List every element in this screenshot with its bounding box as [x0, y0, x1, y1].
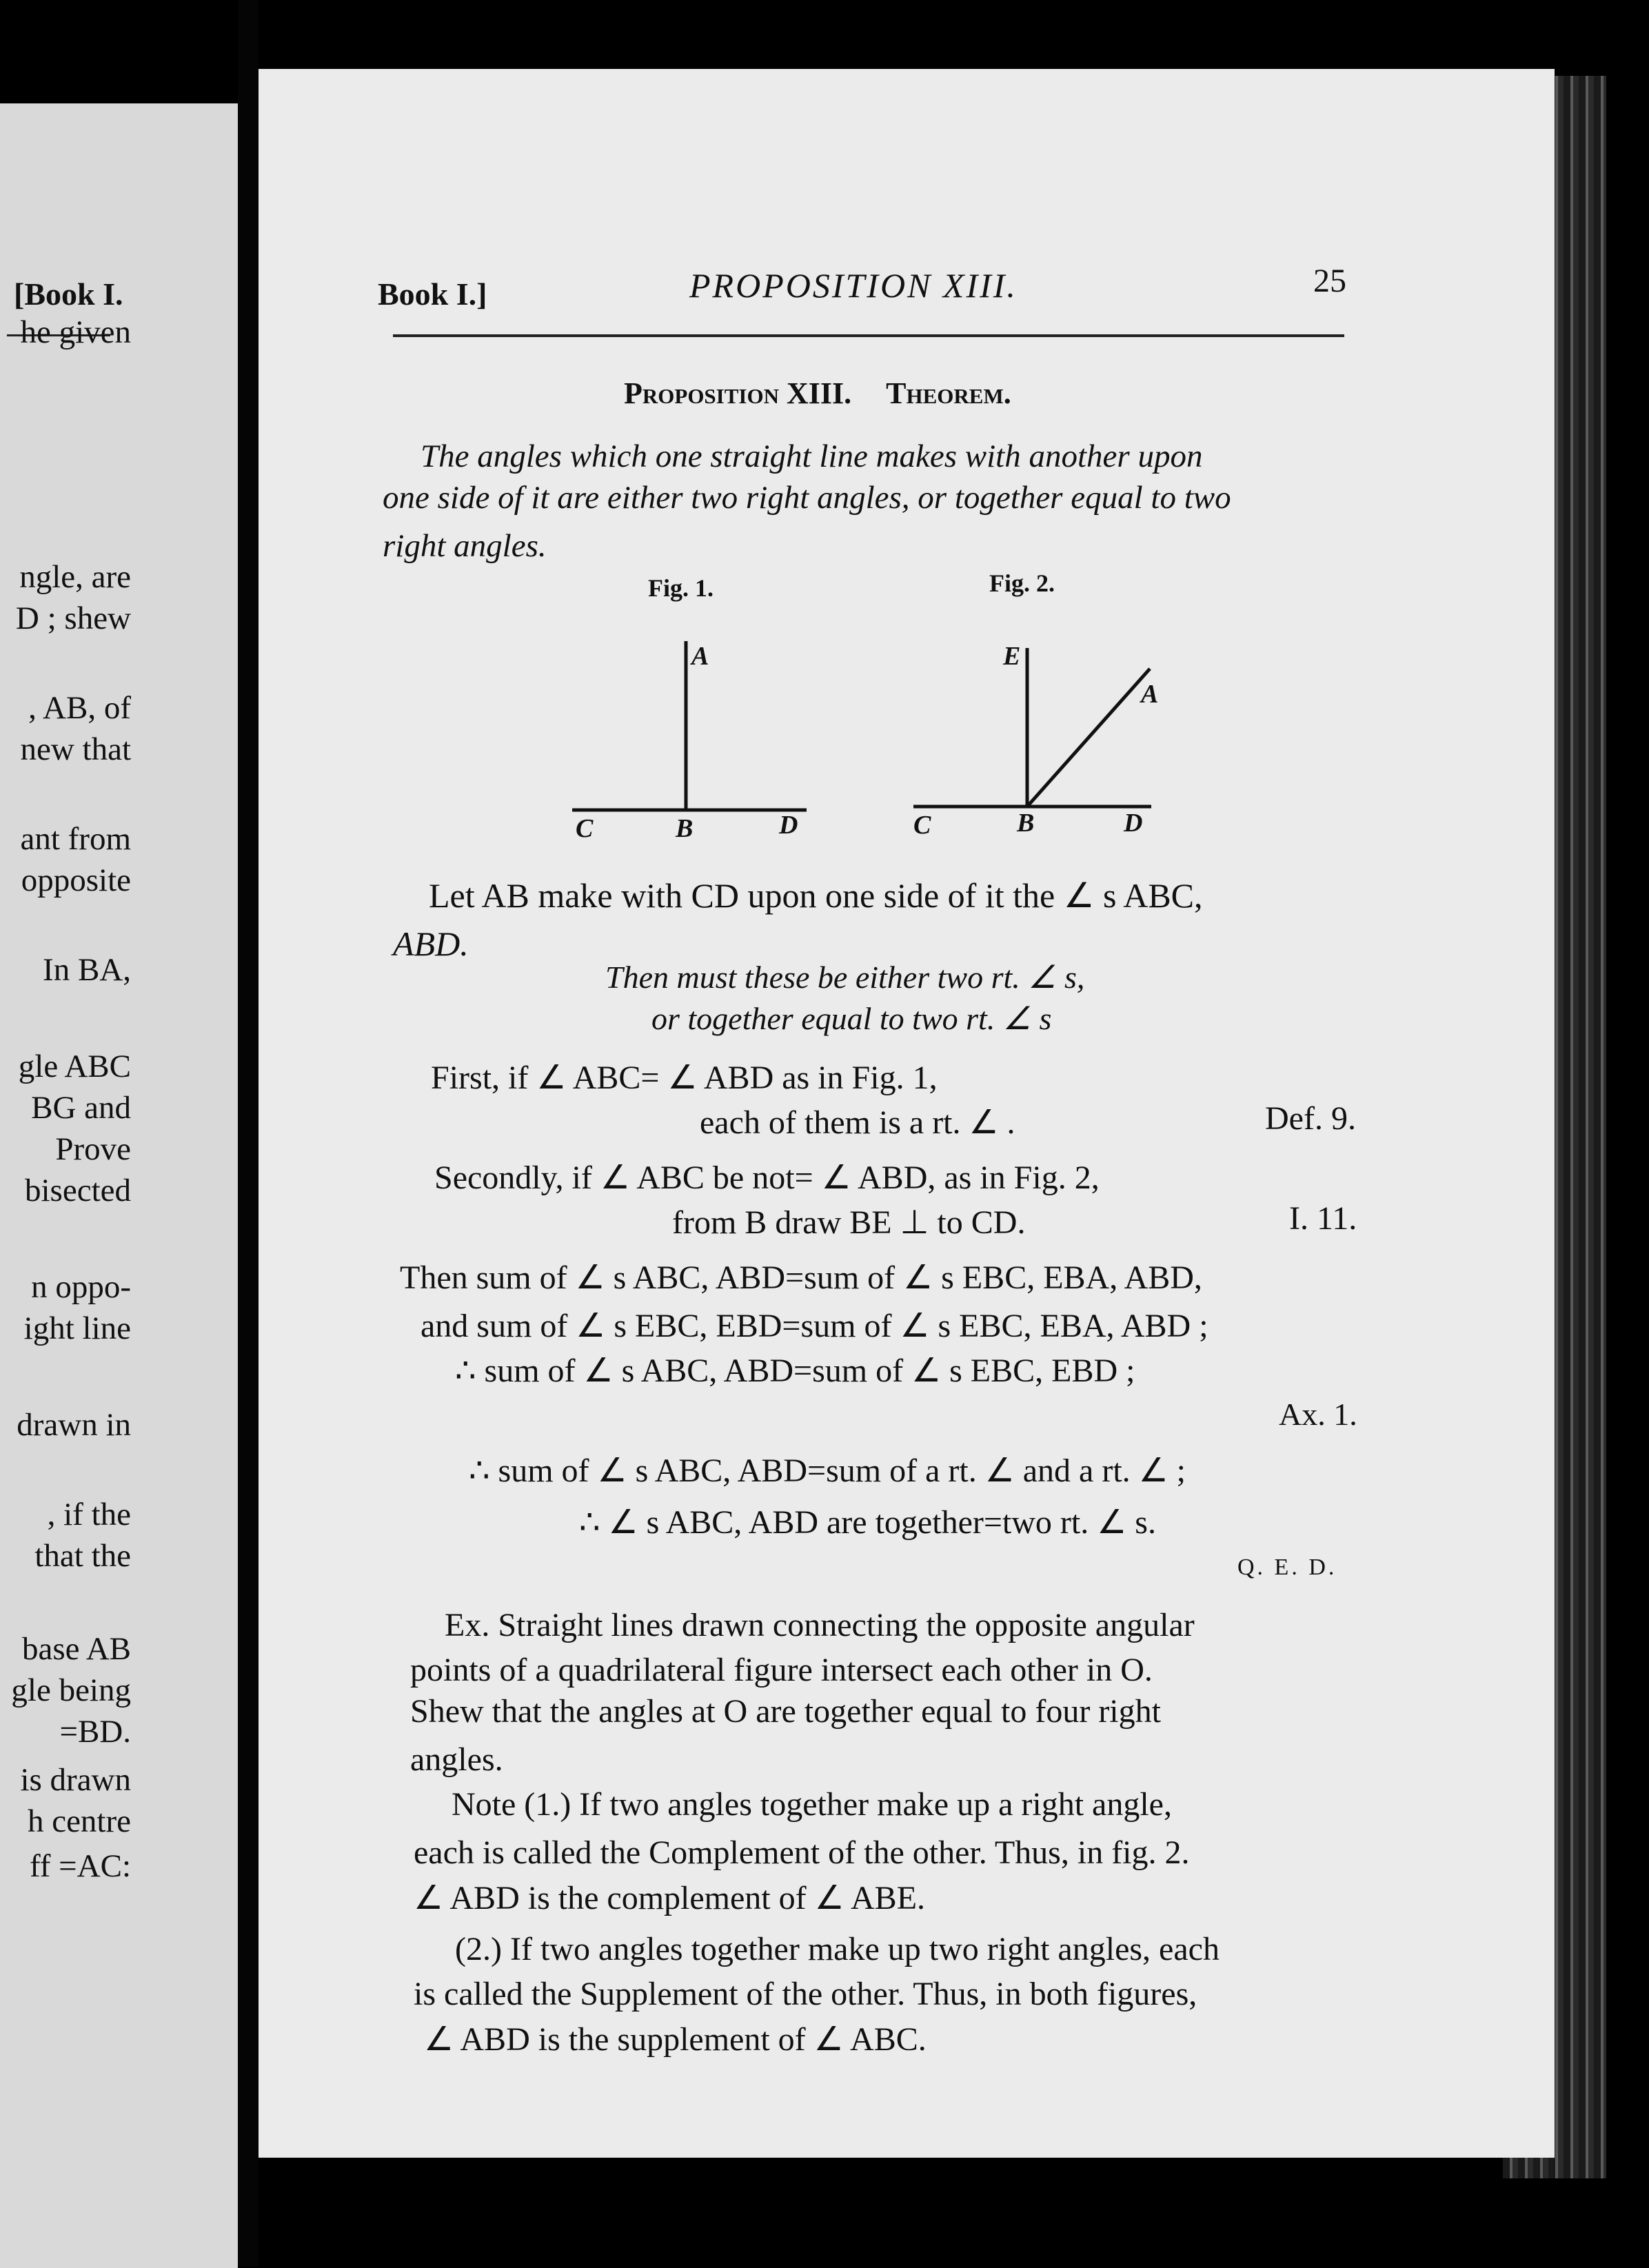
left-page-text: [0, 103, 238, 2268]
left-page: [0, 103, 238, 2268]
exercise-line-2: points of a quadrilateral figure intersect each other in O.: [410, 1652, 1153, 1688]
exercise-line-3: Shew that the angles at O are together equal to four right: [410, 1693, 1161, 1730]
left-page-line: drawn in: [17, 1407, 131, 1443]
fig2-line-ba: [1027, 669, 1150, 807]
page-number: 25: [1313, 263, 1346, 299]
left-page-line: h centre: [27, 1803, 131, 1839]
left-running-head: [Book I.: [14, 276, 123, 312]
left-page-line: gle being: [11, 1672, 131, 1708]
statement-line-1: The angles which one straight line makes with another upon: [421, 438, 1203, 474]
left-page-line: BG and: [31, 1090, 131, 1126]
note1-line-1: Note (1.) If two angles together make up a right angle,: [452, 1786, 1172, 1823]
left-page-line: In BA,: [43, 952, 131, 988]
left-page-line: that the: [34, 1538, 131, 1574]
proof-therefore-3: ∴ ∠ s ABC, ABD are together=two rt. ∠ s.: [579, 1504, 1156, 1541]
ref-i-11: I. 11.: [1289, 1200, 1357, 1237]
fig1-label-b: B: [676, 814, 694, 843]
proof-let-2: ABD.: [393, 924, 469, 963]
left-page-line: n oppo-: [31, 1269, 131, 1305]
left-page-line: new that: [20, 731, 131, 767]
note1-line-3: ∠ ABD is the complement of ∠ ABE.: [414, 1880, 926, 1916]
book-gutter: [238, 0, 259, 2267]
left-page-line: D ; shew: [15, 600, 131, 636]
fig1-label-d: D: [779, 811, 798, 840]
fig2-label-c: C: [913, 811, 931, 840]
proof-and-sum: and sum of ∠ s EBC, EBD=sum of ∠ s EBC, EBA, ABD ;: [421, 1308, 1208, 1344]
fig2-label-a: A: [1141, 680, 1159, 709]
left-page-line: Prove: [55, 1131, 131, 1167]
fig2-label-b: B: [1017, 809, 1035, 838]
left-page-line: ngle, are: [19, 559, 131, 595]
proof-therefore-2: ∴ sum of ∠ s ABC, ABD=sum of a rt. ∠ and a rt. ∠ ;: [469, 1452, 1186, 1489]
proposition-heading: [624, 376, 1011, 411]
proof-from: from B draw BE ⊥ to CD.: [672, 1204, 1026, 1241]
left-page-line: , AB, of: [28, 690, 131, 726]
left-page-line: bisected: [25, 1173, 131, 1208]
fig2-caption: Fig. 2.: [989, 569, 1055, 597]
fig2-label-d: D: [1124, 809, 1143, 838]
left-page-line: ff =AC:: [29, 1848, 131, 1884]
proposition-kind: Theorem.: [886, 376, 1011, 410]
note1-line-2: each is called the Complement of the other. Thus, in fig. 2.: [414, 1834, 1190, 1871]
left-page-line: , if the: [47, 1497, 131, 1532]
note2-line-2: is called the Supplement of the other. Thus, in both figures,: [414, 1976, 1197, 2012]
proof-first: First, if ∠ ABC= ∠ ABD as in Fig. 1,: [431, 1060, 938, 1096]
proof-each: each of them is a rt. ∠ .: [700, 1104, 1015, 1141]
running-head-book: Book I.]: [378, 276, 487, 312]
running-head-title: PROPOSITION XIII.: [689, 266, 1018, 305]
figure-diagrams: [552, 620, 1172, 855]
fig1-label-c: C: [576, 814, 594, 843]
fig2-label-e: E: [1003, 642, 1021, 671]
ref-ax-1: Ax. 1.: [1279, 1397, 1357, 1432]
fig1-caption: Fig. 1.: [648, 574, 714, 602]
fig1-label-a: A: [691, 642, 709, 671]
left-page-line: base AB: [22, 1631, 131, 1667]
left-page-line: =BD.: [59, 1714, 131, 1750]
qed: Q. E. D.: [1237, 1555, 1337, 1580]
left-page-line: ant from: [20, 821, 131, 857]
exercise-line-1: Ex. Straight lines drawn connecting the opposite angular: [445, 1607, 1195, 1643]
proof-let-1: Let AB make with CD upon one side of it the ∠ s ABC,: [429, 876, 1203, 915]
note2-line-1: (2.) If two angles together make up two right angles, each: [455, 1931, 1220, 1967]
proof-then-2: or together equal to two rt. ∠ s: [651, 1001, 1052, 1036]
statement-line-3: right angles.: [383, 528, 547, 564]
proof-therefore-1: ∴ sum of ∠ s ABC, ABD=sum of ∠ s EBC, EBD ;: [455, 1353, 1135, 1389]
proof-then-sum: Then sum of ∠ s ABC, ABD=sum of ∠ s EBC, EBA, ABD,: [400, 1259, 1202, 1296]
proof-then-1: Then must these be either two rt. ∠ s,: [605, 960, 1085, 995]
left-page-line: opposite: [21, 862, 131, 898]
left-page-line: is drawn: [20, 1762, 131, 1798]
proof-second: Secondly, if ∠ ABC be not= ∠ ABD, as in Fig. 2,: [434, 1160, 1100, 1196]
proposition-number: Proposition XIII.: [624, 376, 852, 410]
header-rule: [393, 334, 1344, 337]
note2-line-3: ∠ ABD is the supplement of ∠ ABC.: [424, 2021, 927, 2058]
exercise-line-4: angles.: [410, 1741, 503, 1778]
left-page-line: ight line: [23, 1310, 131, 1346]
ref-def-9: Def. 9.: [1265, 1100, 1356, 1137]
left-page-line: he given: [20, 314, 131, 350]
left-page-line: gle ABC: [18, 1049, 131, 1084]
statement-line-2: one side of it are either two right angles, or together equal to two: [383, 480, 1231, 516]
